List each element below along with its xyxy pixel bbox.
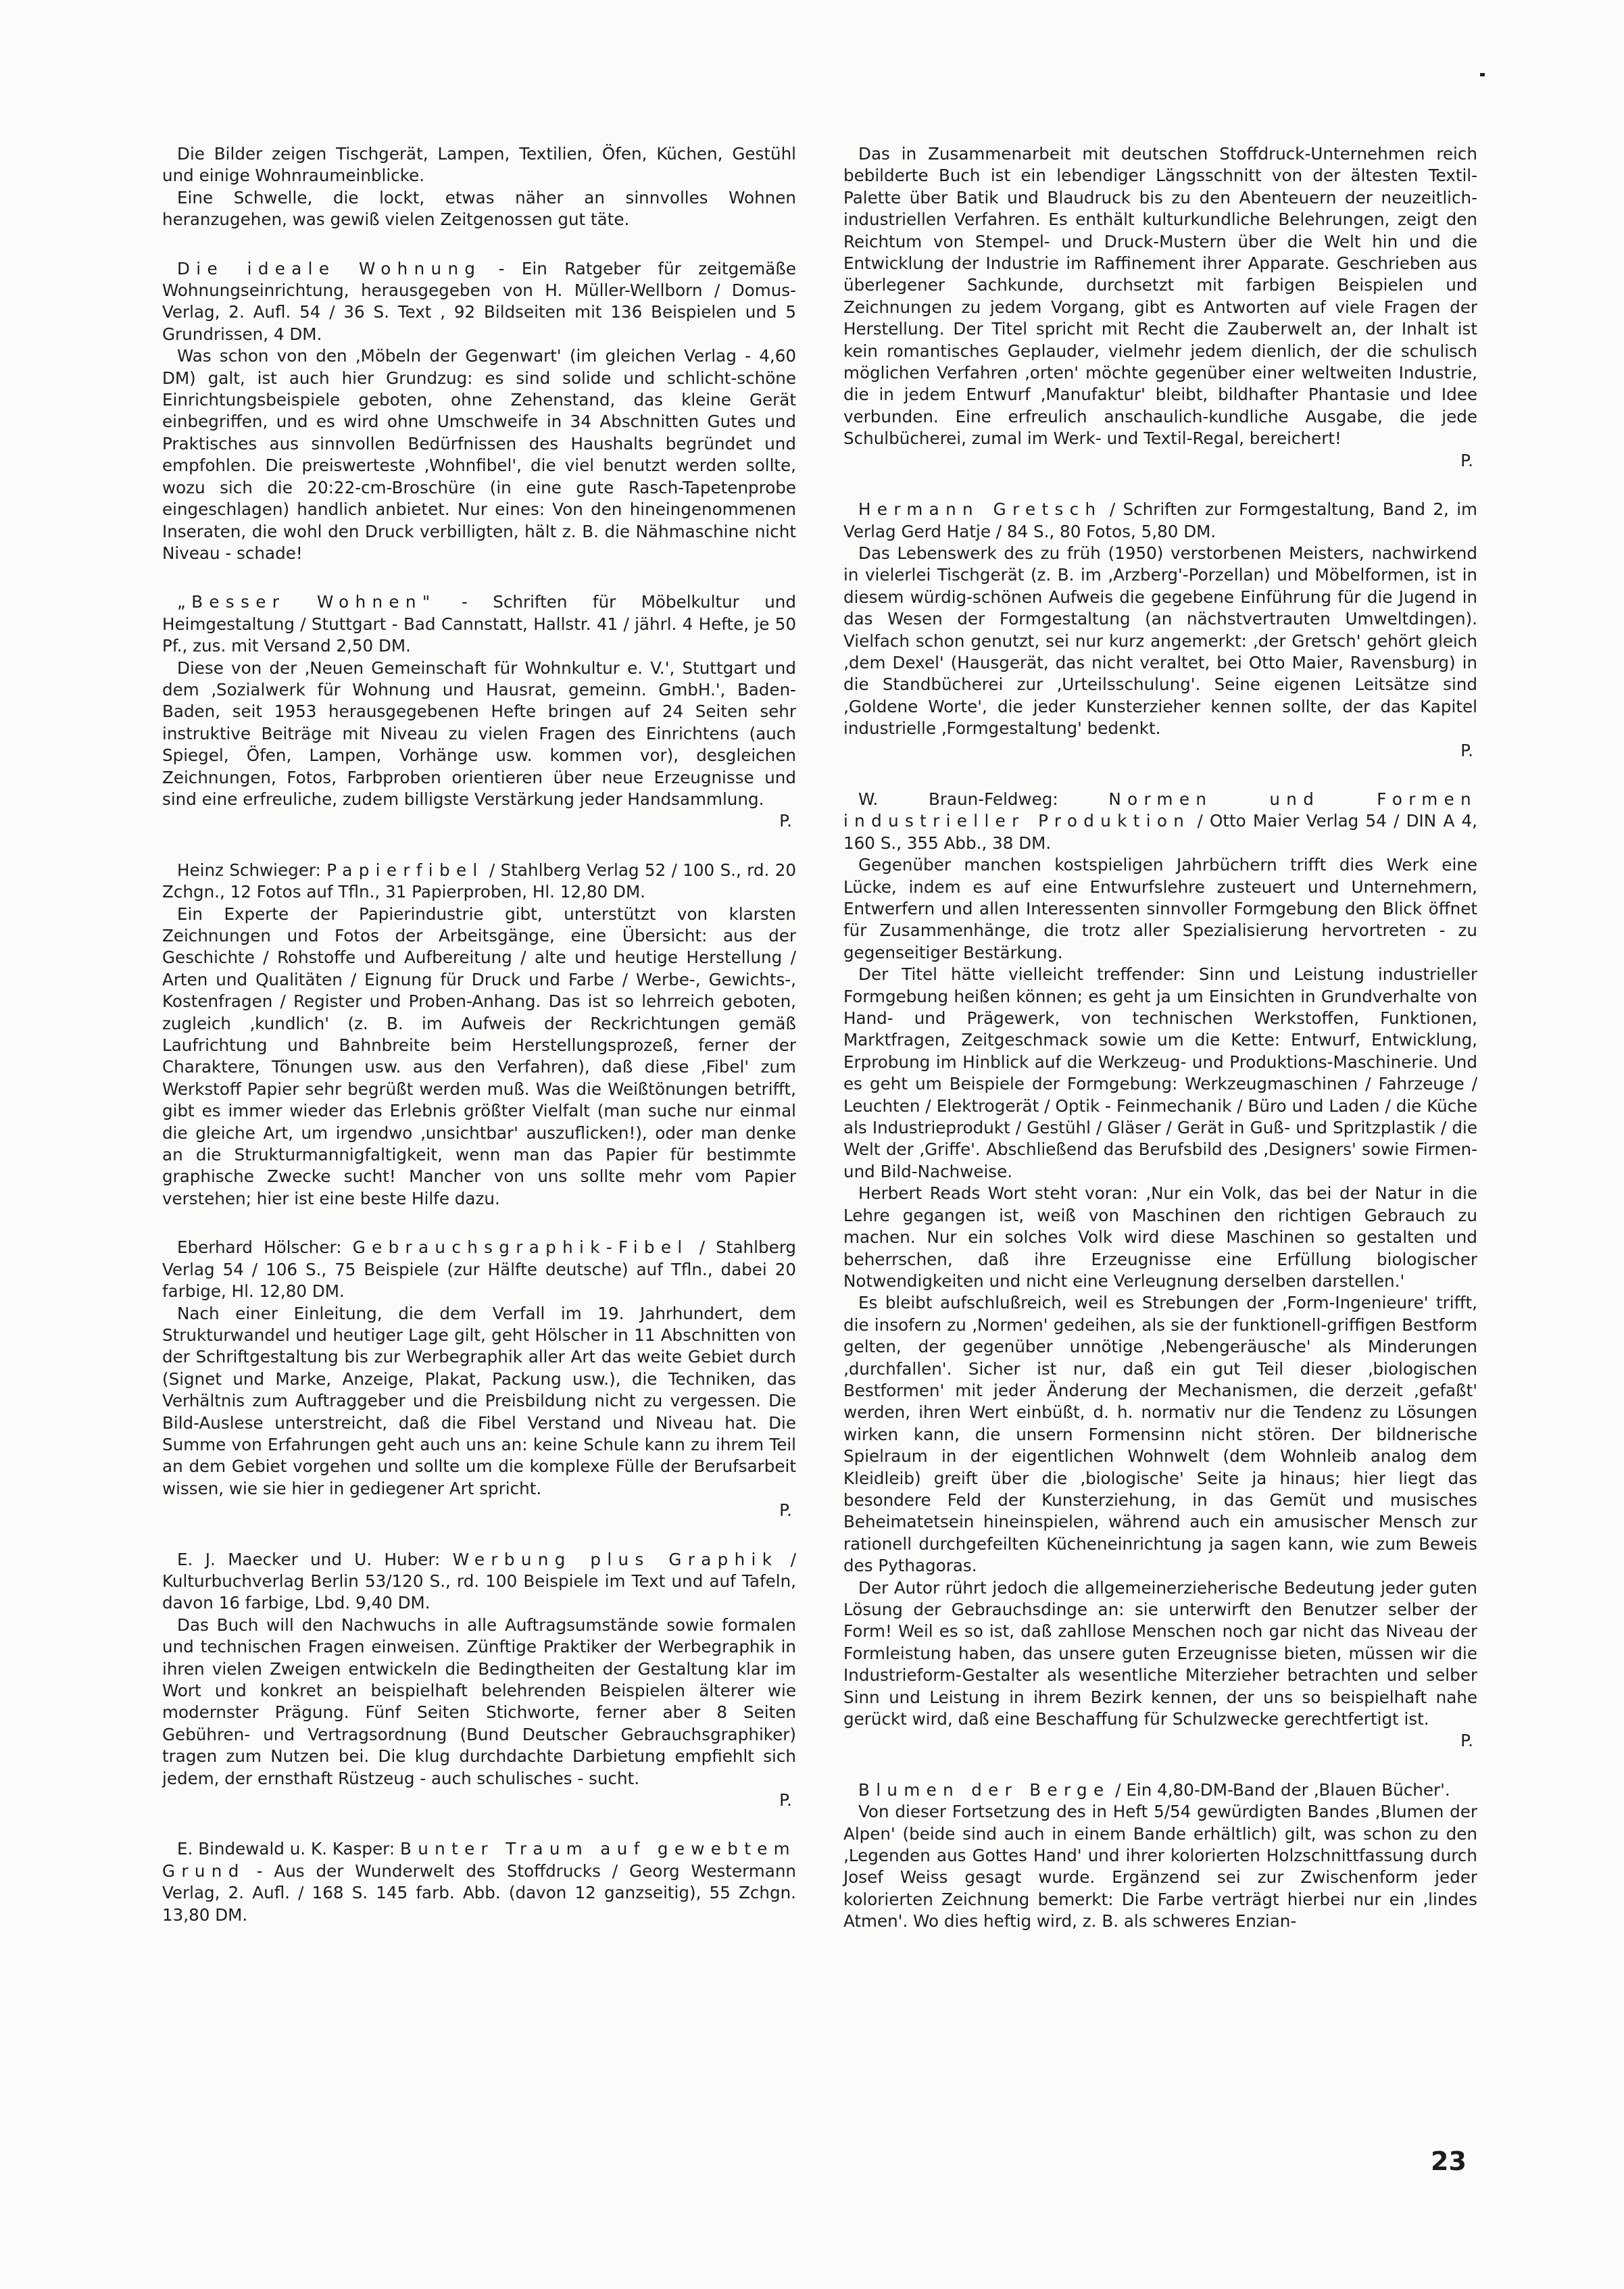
book-title: Hermann Gretsch — [858, 499, 1102, 520]
book-details: / Stahlberg Verlag 54 / 106 S., 75 Beispiele (zur Hälfte deutsche) auf Tfln., dabei 20 farbige, Hl. 12,80 DM. — [162, 1237, 796, 1302]
book-title: Papierfibel — [326, 860, 484, 880]
paragraph: Die Bilder zeigen Tischgerät, Lampen, Textilien, Öfen, Küchen, Gestühl und einige Wohnraumeinblicke. — [162, 144, 796, 186]
reviewer-signature: P. — [779, 1790, 792, 1811]
paragraph: Der Titel hätte vielleicht treffender: Sinn und Leistung industrieller Formgebung heißen können; es geht ja um Einsichten in Grundverhalte von Hand- und Prägewerk, von technischen Werkstoffen, Funktionen, Marktfragen, Zeitgeschmack sowie um die Kette: Entwurf, Entwicklung, Erprobung im Hinblick auf die Werkzeug- und Produktions-Maschinerie. Und es geht um Beispiele der Formgebung: Werkzeugmaschinen / Fahrzeuge / Leuchten / Elektrogerät / Optik - Feinmechanik / Büro und Laden / die Küche als Industrieprodukt / Gestühl / Gläser / Gerät in Guß- und Spritzplastik / die Welt der ‚Griffe'. Abschließend das Berufsbild des ‚Designers' sowie Firmen- und Bild-Nachweise. — [843, 964, 1477, 1181]
reviewer-signature: P. — [1460, 1731, 1473, 1751]
review-heading — [843, 499, 1477, 543]
review-heading — [843, 789, 1477, 854]
reviewer-signature: P. — [1460, 740, 1473, 760]
author: Heinz Schwieger: — [177, 860, 327, 880]
author: E. J. Maecker und U. Huber: — [177, 1549, 453, 1569]
review-heading — [162, 258, 796, 346]
book-details: / Schriften zur Formgestaltung, Band 2, im Verlag Gerd Hatje / 84 S., 80 Fotos, 5,80 DM. — [843, 499, 1477, 541]
book-title: Die ideale Wohnung — [177, 258, 482, 278]
right-column — [843, 143, 1477, 1960]
book-details: / Ein 4,80-DM-Band der ‚Blauen Bücher'. — [1110, 1779, 1450, 1800]
paragraph: Gegenüber manchen kostspieligen Jahrbüchern trifft dies Werk eine Lücke, indem es auf eine Entwurfslehre zusteuert und Unternehmern, Entwerfern und allen Interessenten sinnvoller Formgebung den Blick öffnet für Zusammenhänge, die trotz aller Spezialisierung hervortreten - zu gegenseitiger Bestärkung. — [843, 855, 1477, 962]
paragraph: Das Lebenswerk des zu früh (1950) verstorbenen Meisters, nachwirkend in vielerlei Tischgerät (z. B. im ‚Arzberg'-Porzellan) und Möbelformen, ist in diesem würdig-schönen Aufweis die gegebene Einführung für die Jugend in das Wesen der Formgestaltung (an nächstvertrauten Umweltdingen). Vielfach schon genutzt, sei nur kurz angemerkt: ‚der Gretsch' gehört gleich ‚dem Dexel' (Hausgerät, das nicht veraltet, bei Otto Maier, Ravensburg) in die Standbücherei zur ‚Urteilsschulung'. Seine eigenen Leitsätze sind ‚Goldene Worte', die jeder Kunsterzieher kennen sollte, der das Kapitel industrielle ‚Formgestaltung' bedenkt. — [843, 543, 1477, 739]
page-number: 23 — [1431, 2146, 1467, 2176]
book-title: Bunter Traum auf gewebtem Grund — [162, 1839, 796, 1881]
book-title: Gebrauchsgraphik-Fibel — [352, 1237, 689, 1258]
author: E. Bindewald u. K. Kasper: — [177, 1839, 400, 1859]
book-details: - Aus der Wunderwelt des Stoffdrucks / Georg Westermann Verlag, 2. Aufl. / 168 S. 145 farb. Abb. (davon 12 ganzseitig), 55 Zchgn. 13,80 DM. — [162, 1861, 796, 1925]
book-title: „Besser Wohnen" — [177, 592, 437, 612]
reviewer-signature: P. — [779, 811, 792, 831]
paragraph: Das in Zusammenarbeit mit deutschen Stoffdruck-Unternehmen reich bebilderte Buch ist ein lebendiger Längsschnitt von der ältesten Textil-Palette über Batik und Blaudruck bis zu den Abenteuern der neuzeitlich-industriellen Verfahren. Es enthält kulturkundliche Belehrungen, zeigt den Reichtum von Stempel- und Druck-Mustern über die Welt hin und die Entwicklung der Industrie im Raffinement ihrer Apparate. Geschrieben aus überlegener Sachkunde, durchsetzt mit farbigen Beispielen und Zeichnungen zu jedem Vorgang, gibt es Antworten auf viele Fragen der Herstellung. Der Titel spricht mit Recht die Zauberwelt an, der Inhalt ist kein romantisches Geplauder, vielmehr jedem dienlich, der die schulisch möglichen Verfahren ‚orten' möchte gegenüber einer weltweiten Industrie, die in jedem Entwurf ‚Manufaktur' bleibt, bildhafter Phantasie und Idee verbunden. Eine erfreulich anschaulich-kundliche Ausgabe, die jede Schulbücherei, zumal im Werk- und Textil-Regal, bereichert! — [843, 144, 1477, 449]
paragraph: Was schon von den ‚Möbeln der Gegenwart' (im gleichen Verlag - 4,60 DM) galt, ist auch hier Grundzug: es sind solide und schlicht-schöne Einrichtungsbeispiele geboten, ohne Zehenstand, das kleine Gerät einbegriffen, und es wird ohne Umschweife in 34 Abschnitten Gutes und Praktisches aus sinnvollen Bedürfnissen des Haushalts begründet und empfohlen. Die preiswerteste ‚Wohnfibel', die viel benutzt werden sollte, wozu sich die 20:22-cm-Broschüre (in eine gute Rasch-Tapetenprobe eingeschlagen) handlich anbietet. Nur eines: Von den hineingenommenen Inseraten, die wohl den Druck verbilligten, hält z. B. die Nähmaschine nicht Niveau - schade! — [162, 346, 796, 563]
review-ideale-wohnung — [162, 258, 796, 565]
review-bunter-traum — [162, 1838, 796, 1926]
paragraph: Herbert Reads Wort steht voran: ‚Nur ein Volk, das bei der Natur in die Lehre gegangen ist, weiß von Maschinen den richtigen Gebrauch zu machen. Nur ein solches Volk wird diese Maschinen so gestalten und beherrschen, daß ihre Erzeugnisse eine Erfüllung biologischer Notwendigkeiten und nicht eine Verleugnung derselben darstellen.' — [843, 1183, 1477, 1291]
review-hermann-gretsch — [843, 499, 1477, 762]
review-heading — [162, 1237, 796, 1302]
author: W. Braun-Feldweg: — [858, 789, 1109, 809]
book-title: Werbung plus Graphik — [452, 1549, 779, 1569]
print-mark — [1480, 73, 1485, 76]
paragraph: Ein Experte der Papierindustrie gibt, unterstützt von klarsten Zeichnungen und Fotos der Arbeitsgänge, eine Übersicht: aus der Geschichte / Rohstoffe und Aufbereitung / alte und heutige Herstellung / Arten und Qualitäten / Eignung für Druck und Farbe / Werbe-, Gewichts-, Kostenfragen / Register und Proben-Anhang. Das ist so lehrreich geboten, zugleich ‚kundlich' (z. B. im Aufweis der Reckrichtungen gemäß Laufrichtung und Bahnbreite beim Herstellungsprozeß, ferner der Charaktere, Tönungen usw. aus den Verfahren), daß diese ‚Fibel' zum Werkstoff Papier sehr begrüßt werden muß. Was die Weißtönungen betrifft, gibt es immer wieder das Erlebnis größter Vielfalt (man suche nur einmal die gleiche Art, um irgendwo ‚unsichtbar' auszuflicken!), oder man denke an die Strukturmannigfaltigkeit, wenn man das Papier für bestimmte graphische Zwecke sucht! Mancher von uns sollte mehr vom Papier verstehen; hier ist eine beste Hilfe dazu. — [162, 904, 796, 1208]
book-details: - Ein Ratgeber für zeitgemäße Wohnungseinrichtung, herausgegeben von H. Müller-Wellborn / Domus-Verlag, 2. Aufl. 54 / 36 S. Text , 92 Bildseiten mit 136 Beispielen und 5 Grundrissen, 4 DM. — [162, 258, 797, 344]
book-title: Normen und Formen industrieller Produktion — [843, 789, 1477, 831]
review-heading — [162, 1549, 796, 1615]
paragraph: Von dieser Fortsetzung des in Heft 5/54 gewürdigten Bandes ‚Blumen der Alpen' (beide sind auch in einem Bande erhältlich) gilt, was schon zu den ‚Legenden aus Gottes Hand' und ihrer kolorierten Holzschnittfassung durch Josef Weiss gesagt wurde. Ergänzend sei zur Zwischenform jeder kolorierten Zeichnung bemerkt: Die Farbe verträgt hierbei nur ein ‚lindes Atmen'. Wo dies heftig wird, z. B. als schweres Enzian- — [843, 1802, 1477, 1931]
book-details: - Schriften für Möbelkultur und Heimgestaltung / Stuttgart - Bad Cannstatt, Hallstr. 41 / jährl. 4 Hefte, je 50 Pf., zus. mit Versand 2,50 DM. — [162, 592, 796, 656]
book-title: Blumen der Berge — [858, 1779, 1110, 1800]
book-details: / Kulturbuchverlag Berlin 53/120 S., rd. 100 Beispiele im Text und auf Tafeln, davon 16 farbige, Lbd. 9,40 DM. — [162, 1549, 796, 1613]
review-besser-wohnen — [162, 591, 796, 832]
review-bunter-traum-continued — [843, 143, 1477, 472]
paragraph: Es bleibt aufschlußreich, weil es Strebungen der ‚Form-Ingenieure' trifft, die insofern zu ‚Normen' gedeihen, als sie der funktionell-griffigen Bestform gelten, der gegenüber unnötige ‚Nebengeräusche' als Minderungen ‚durchfallen'. Sicher ist nur, daß ein gut Teil dieser ‚biologischen Bestformen' mit jeder Änderung der Mechanismen, die derzeit ‚gefaßt' werden, ihren Wert einbüßt, d. h. normativ nur die Tendenz zu Lösungen wirken kann, die unsern Formensinn nicht stören. Der bildnerische Spielraum in der eigentlichen Wohnwelt (dem Wohnleib analog dem Kleidleib) greift über die ‚biologische' Seite ja hinaus; hier liegt das besondere Feld der Kunsterziehung, in das Gemüt und musisches Beheimatetsein hineinspielen, während auch ein amusischer Mensch zur rationell durchgefeilten Kücheneinrichtung ja sagen kann, wie zum Beweis des Pythagoras. — [843, 1293, 1477, 1576]
book-details: / Otto Maier Verlag 54 / DIN A 4, 160 S., 355 Abb., 38 DM. — [843, 811, 1477, 853]
review-intro-fragment — [162, 143, 796, 231]
review-blumen-der-berge — [843, 1779, 1477, 1933]
review-papierfibel — [162, 860, 796, 1210]
paragraph: Diese von der ‚Neuen Gemeinschaft für Wohnkultur e. V.', Stuttgart und dem ‚Sozialwerk für Wohnung und Hausrat, gemeinn. GmbH.', Baden-Baden, seit 1953 herausgegebenen Hefte bringen auf 24 Seiten sehr instruktive Beiträge mit Niveau zu vielen Fragen des Einrichtens (auch Spiegel, Öfen, Lampen, Vorhänge usw. kommen vor), desgleichen Zeichnungen, Fotos, Farbproben orientieren über neue Erzeugnisse und sind eine erfreuliche, zudem billigste Verstärkung jeder Handsammlung. — [162, 658, 796, 809]
review-heading — [162, 1838, 796, 1926]
reviewer-signature: P. — [779, 1500, 792, 1521]
paragraph: Der Autor rührt jedoch die allgemeinerzieherische Bedeutung jeder guten Lösung der Gebrauchsdinge an: sie unterwirft den Benutzer selber der Form! Weil es so ist, daß zahllose Menschen noch gar nicht das Niveau der Formleistung haben, das unsere guten Erzeugnisse bieten, müssen wir die Industrieform-Gestalter als wesentliche Miterzieher betrachten und selber Sinn und Leistung in ihrem Bezirk kennen, der uns so beispielhaft nahe gerückt wird, daß eine Beschaffung für Schulzwecke gerechtfertigt ist. — [843, 1577, 1477, 1729]
review-heading — [162, 860, 796, 904]
left-column — [162, 143, 796, 1953]
paragraph: Eine Schwelle, die lockt, etwas näher an sinnvolles Wohnen heranzugehen, was gewiß vielen Zeitgenossen gut täte. — [162, 187, 796, 230]
book-details: / Stahlberg Verlag 52 / 100 S., rd. 20 Zchgn., 12 Fotos auf Tfln., 31 Papierproben, Hl. 12,80 DM. — [162, 860, 796, 902]
review-heading — [162, 591, 796, 657]
reviewer-signature: P. — [1460, 450, 1473, 470]
author: Eberhard Hölscher: — [177, 1237, 353, 1258]
review-heading — [843, 1779, 1477, 1801]
review-normen-und-formen — [843, 789, 1477, 1752]
paragraph: Nach einer Einleitung, die dem Verfall im 19. Jahrhundert, dem Strukturwandel und heutiger Lage gilt, geht Hölscher in 11 Abschnitten von der Schriftgestaltung bis zur Werbegraphik aller Art das weite Gebiet durch (Signet und Marke, Anzeige, Plakat, Packung usw.), die Techniken, das Verhältnis zum Auftraggeber und die Preisbildung nicht zu vergessen. Die Bild-Auslese unterstreicht, daß die Fibel Verstand und Niveau hat. Die Summe von Erfahrungen geht auch uns an: keine Schule kann zu ihrem Teil an dem Gebiet vorgehen und sollte um die komplexe Fülle der Berufsarbeit wissen, wie sie hier in gediegener Art spricht. — [162, 1303, 796, 1498]
paragraph: Das Buch will den Nachwuchs in alle Auftragsumstände sowie formalen und technischen Fragen einweisen. Zünftige Praktiker der Werbegraphik in ihren vielen Zweigen entwickeln die Bedingtheiten der Gestaltung klar im Wort und konkret an beispielhaft belehrenden Beispielen älterer wie modernster Prägung. Fünf Seiten Stichworte, ferner aber 8 Seiten Gebühren- und Vertragsordnung (Bund Deutscher Gebrauchsgraphiker) tragen zum Nutzen bei. Die klug durchdachte Darbietung empfiehlt sich jedem, der ernsthaft Rüstzeug - auch schulisches - sucht. — [162, 1615, 796, 1788]
review-gebrauchsgraphik-fibel — [162, 1237, 796, 1521]
review-werbung-plus-graphik — [162, 1549, 796, 1812]
